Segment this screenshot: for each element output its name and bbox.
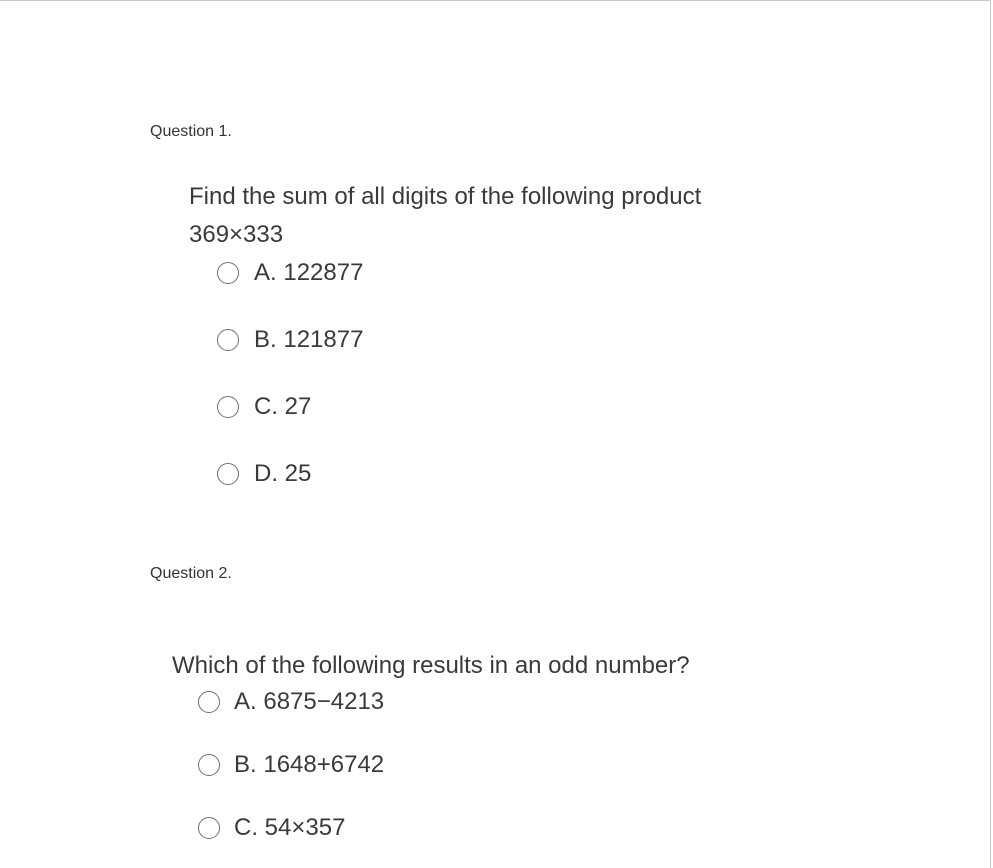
option-label: C. 27 — [254, 393, 312, 420]
option-label: B. 1648+6742 — [234, 751, 385, 778]
question-2-option-b[interactable] — [198, 751, 384, 779]
radio-button[interactable] — [217, 463, 239, 485]
question-1-label: Question 1. — [150, 123, 232, 140]
question-2-prompt: Which of the following results in an odd number? — [172, 652, 690, 679]
option-label: D. 25 — [254, 460, 312, 487]
option-label: B. 121877 — [254, 326, 364, 353]
radio-button[interactable] — [217, 329, 239, 351]
question-1-option-b[interactable] — [217, 326, 363, 354]
radio-button[interactable] — [198, 817, 220, 839]
question-2-label: Question 2. — [150, 565, 232, 582]
question-2-option-c[interactable] — [198, 814, 345, 842]
option-label: A. 6875−4213 — [234, 688, 385, 715]
option-label: C. 54×357 — [234, 814, 346, 841]
option-label: A. 122877 — [254, 259, 364, 286]
question-1-expression: 369×333 — [189, 221, 284, 248]
radio-button[interactable] — [198, 754, 220, 776]
radio-button[interactable] — [217, 262, 239, 284]
question-1-option-d[interactable] — [217, 460, 311, 488]
radio-button[interactable] — [198, 691, 220, 713]
question-1-option-c[interactable] — [217, 393, 311, 421]
question-2-option-a[interactable] — [198, 688, 384, 716]
question-1-prompt: Find the sum of all digits of the following product — [189, 183, 702, 210]
question-1-option-a[interactable] — [217, 259, 363, 287]
radio-button[interactable] — [217, 396, 239, 418]
